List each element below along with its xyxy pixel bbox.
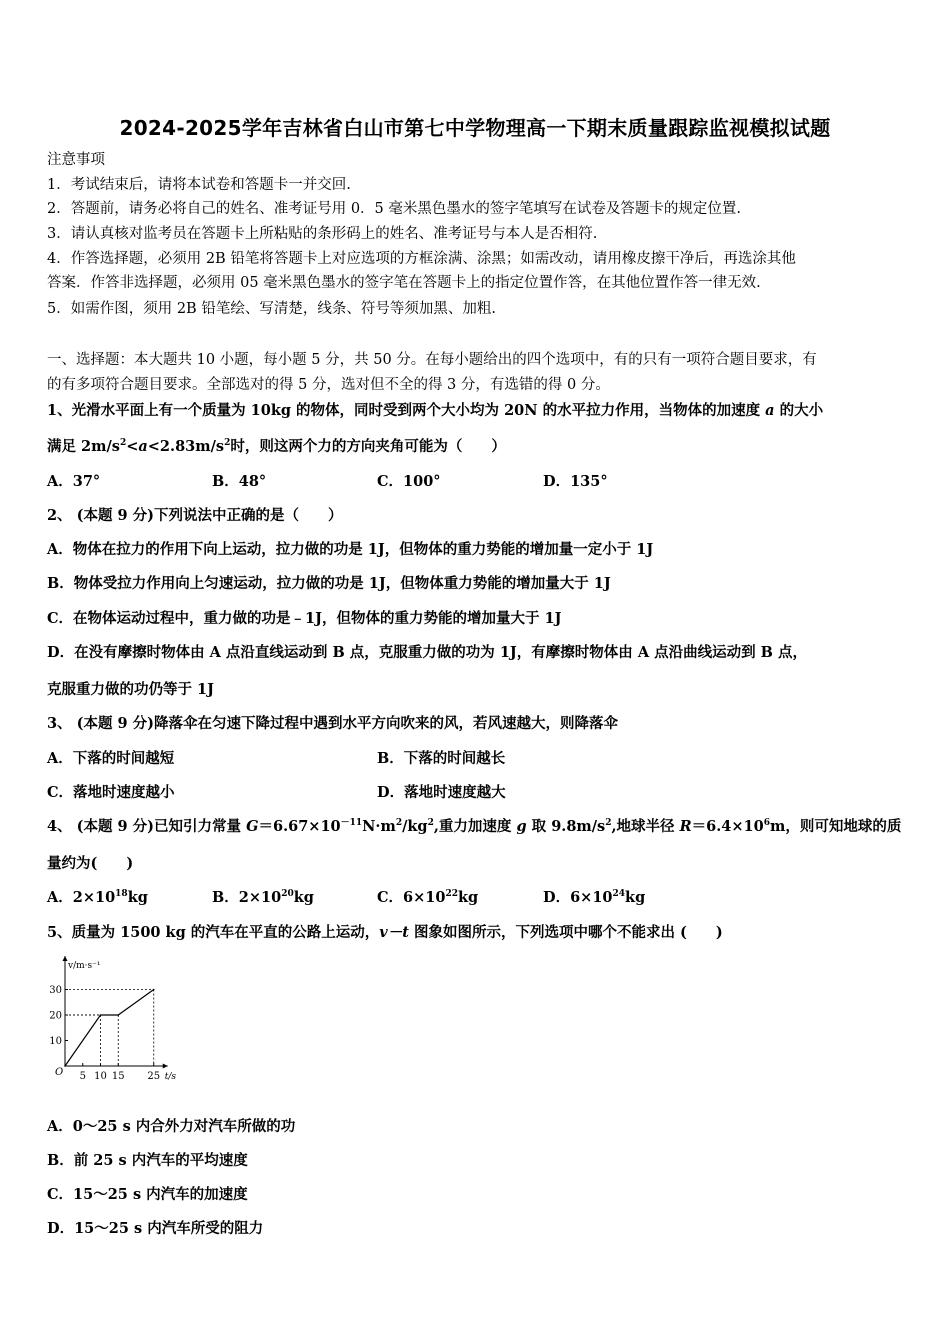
data-point: [117, 1014, 119, 1016]
q4-option-d[interactable]: D．$6\times 10^{24}kg$: [543, 889, 646, 906]
q5-option-d[interactable]: D．15～25 s 内汽车所受的阻力: [47, 1220, 264, 1237]
vt-chart: [45, 952, 185, 1084]
q3-option-d[interactable]: D．落地时速度越大: [377, 784, 506, 801]
section-intro: 一、选择题：本大题共 10 小题，每小题 5 分，共 50 分。在每小题给出的四个选项中，有的只有一项符合题目要求，有: [47, 352, 817, 368]
q5-option-b[interactable]: B．前 25 s 内汽车的平均速度: [47, 1152, 248, 1169]
x-tick-label: 25: [147, 1071, 161, 1082]
q5-option-c[interactable]: C．15～25 s 内汽车的加速度: [47, 1186, 248, 1203]
q4-stem: 4、 (本题 9 分)已知引力常量 $G=6.67\times 10^{-11}N\cdot m^2/kg^2$,重力加速度 g 取 $9.8m/s^2$,地球半径 $R=6.4\times 10^6m$，则可知地球的质: [47, 818, 902, 835]
q3-option-a[interactable]: A．下落的时间越短: [47, 750, 175, 767]
x-tick-label: 10: [94, 1071, 107, 1082]
y-tick-label: 30: [49, 985, 62, 996]
data-point: [100, 1014, 102, 1016]
series-line: [65, 990, 154, 1067]
y-axis-label: v/m·s⁻¹: [68, 961, 101, 971]
x-tick-label: 15: [111, 1071, 125, 1082]
q1-option-c[interactable]: C．100°: [377, 473, 441, 490]
q2-option-b[interactable]: B．物体受拉力作用向上匀速运动，拉力做的功是 1J，但物体重力势能的增加量大于 1J: [47, 575, 611, 592]
notice-heading: 注意事项: [47, 152, 105, 168]
q4-option-a[interactable]: A．$2\times 10^{18}kg$: [47, 889, 148, 906]
q1-option-a[interactable]: A．37°: [47, 473, 101, 490]
y-tick-label: 10: [49, 1036, 62, 1047]
q2-option-a[interactable]: A．物体在拉力的作用下向上运动，拉力做的功是 1J，但物体的重力势能的增加量一定小于 1J: [47, 541, 654, 558]
q1-option-d[interactable]: D．135°: [543, 473, 608, 490]
section-intro: 的有多项符合题目要求。全部选对的得 5 分，选对但不全的得 3 分，有选错的得 0 分。: [47, 377, 610, 393]
q2-stem: 2、 (本题 9 分)下列说法中正确的是（ ）: [47, 507, 343, 524]
q5-stem: 5、质量为 1500 kg 的汽车在平直的公路上运动，v－t 图象如图所示，下列选项中哪个不能求出 ( ): [47, 924, 723, 941]
notice-item: 3．请认真核对监考员在答题卡上所粘贴的条形码上的姓名、准考证号与本人是否相符.: [47, 226, 598, 242]
page-title: 2024-2025学年吉林省白山市第七中学物理高一下期末质量跟踪监视模拟试题: [119, 116, 831, 140]
x-axis-label: t/s: [164, 1072, 177, 1082]
q3-option-c[interactable]: C．落地时速度越小: [47, 784, 175, 801]
notice-item: 2．答题前，请务必将自己的姓名、准考证号用 0．5 毫米黑色墨水的签字笔填写在试卷及答题卡的规定位置.: [47, 201, 741, 217]
q2-option-c[interactable]: C．在物体运动过程中，重力做的功是﹣1J，但物体的重力势能的增加量大于 1J: [47, 610, 562, 627]
notice-item: 4．作答选择题，必须用 2B 铅笔将答题卡上对应选项的方框涂满、涂黑；如需改动，请用橡皮擦干净后，再选涂其他: [47, 251, 796, 267]
q1-option-b[interactable]: B．48°: [212, 473, 267, 490]
q2-option-d-cont: 克服重力做的功仍等于 1J: [47, 681, 214, 698]
notice-item: 1．考试结束后，请将本试卷和答题卡一并交回.: [47, 177, 351, 193]
data-point: [153, 989, 155, 991]
origin-label: O: [55, 1067, 64, 1078]
q5-option-a[interactable]: A．0～25 s 内合外力对汽车所做的功: [47, 1118, 296, 1135]
q3-option-b[interactable]: B．下落的时间越长: [377, 750, 506, 767]
q1-stem: 1、光滑水平面上有一个质量为 10kg 的物体，同时受到两个大小均为 20N 的水平拉力作用，当物体的加速度 a 的大小: [47, 402, 824, 419]
q4-option-b[interactable]: B．$2\times 10^{20}kg$: [212, 889, 314, 906]
q4-stem-line2: 量约为( ): [47, 855, 134, 872]
notice-item: 答案．作答非选择题，必须用 05 毫米黑色墨水的签字笔在答题卡上的指定位置作答，在其他位置作答一律无效.: [47, 275, 761, 291]
notice-item: 5．如需作图，须用 2B 铅笔绘、写清楚，线条、符号等须加黑、加粗.: [47, 301, 496, 317]
y-axis-arrow: [63, 956, 68, 961]
q3-stem: 3、 (本题 9 分)降落伞在匀速下降过程中遇到水平方向吹来的风，若风速越大，则降落伞: [47, 715, 619, 732]
x-axis-arrow: [163, 1064, 168, 1069]
y-tick-label: 20: [49, 1010, 62, 1022]
q1-stem-line2: 满足 $2m/s^2<a<2.83m/s^2$时，则这两个力的方向夹角可能为（ ）: [47, 438, 506, 455]
q4-option-c[interactable]: C．$6\times 10^{22}kg$: [377, 889, 479, 906]
q2-option-d[interactable]: D．在没有摩擦时物体由 A 点沿直线运动到 B 点，克服重力做的功为 1J，有摩擦时物体由 A 点沿曲线运动到 B 点，: [47, 644, 807, 661]
data-point: [64, 1065, 66, 1067]
x-tick-label: 5: [79, 1071, 86, 1082]
